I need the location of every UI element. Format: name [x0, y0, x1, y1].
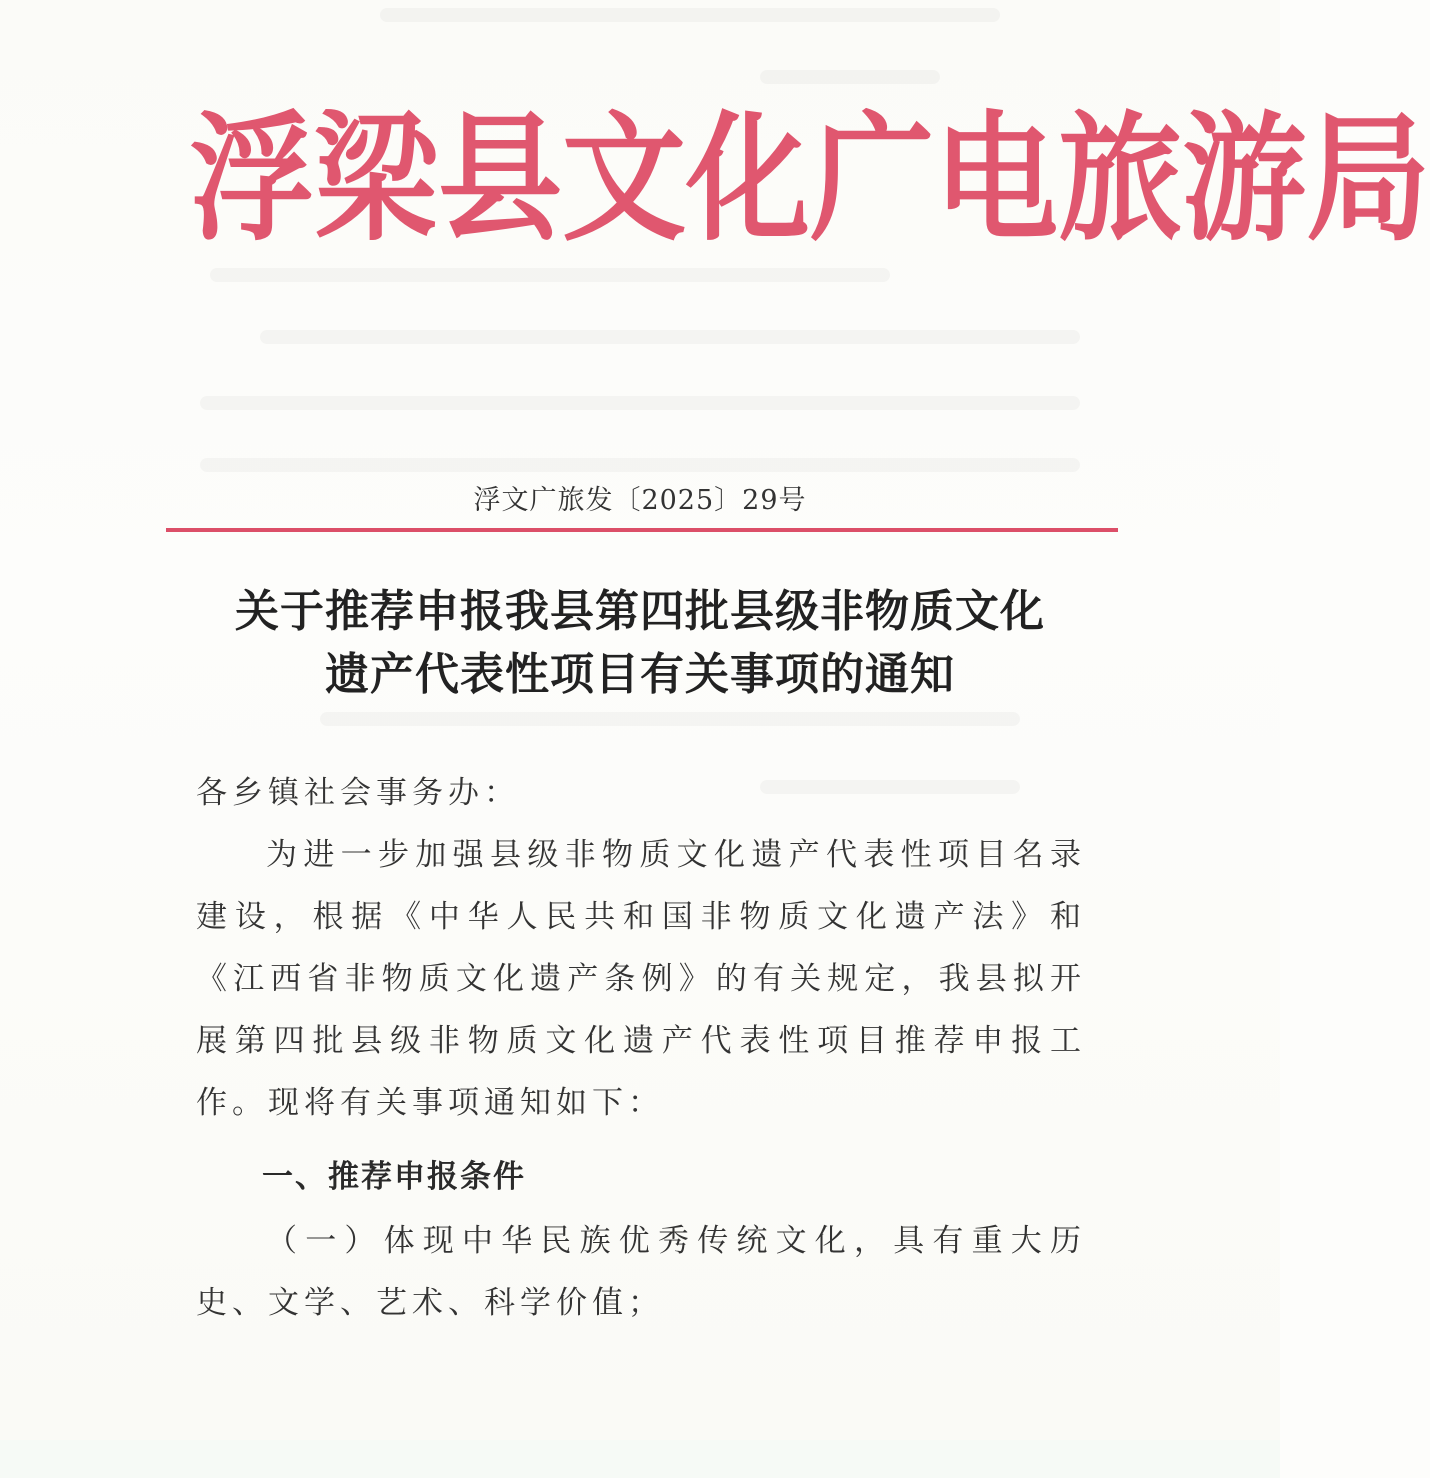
issuer-char: 局: [1306, 99, 1430, 261]
red-divider-rule: [166, 528, 1118, 532]
scan-edge-band: [0, 1440, 1280, 1478]
title-line-1: 关于推荐申报我县第四批县级非物质文化: [235, 586, 1045, 637]
bleed-through-mark: [320, 712, 1020, 726]
bleed-through-mark: [760, 70, 940, 84]
section-heading: 一、推荐申报条件: [262, 1159, 526, 1195]
bleed-through-mark: [200, 396, 1080, 410]
bleed-through-mark: [260, 330, 1080, 344]
body-paragraph: 为进一步加强县级非物质文化遗产代表性项目名录建设，根据《中华人民共和国非物质文化遗产法》和《江西省非物质文化遗产条例》的有关规定，我县拟开展第四批县级非物质文化遗产代表性项目推荐申报工作。现将有关事项通知如下：: [196, 837, 1086, 1121]
issuer-char: 游: [1182, 99, 1307, 261]
document-title: [150, 580, 1130, 706]
issuer-char: 旅: [1058, 99, 1183, 261]
title-line-2: 遗产代表性项目有关事项的通知: [325, 649, 955, 700]
issuer-char: 梁: [314, 99, 439, 261]
issuer-char: 县: [438, 99, 563, 261]
issuer-char: 文: [562, 99, 687, 261]
issuer-letterhead: [190, 85, 1430, 275]
bleed-through-mark: [200, 458, 1080, 472]
document-number: 浮文广旅发〔2025〕29号: [473, 485, 807, 516]
issuer-char: 化: [686, 99, 811, 261]
issuer-char: 电: [934, 99, 1059, 261]
issuer-char: 广: [810, 99, 935, 261]
bleed-through-mark: [380, 8, 1000, 22]
issuer-char: 浮: [190, 99, 315, 261]
section-item: （一）体现中华民族优秀传统文化，具有重大历史、文学、艺术、科学价值；: [196, 1223, 1086, 1321]
salutation: 各乡镇社会事务办：: [196, 775, 520, 811]
